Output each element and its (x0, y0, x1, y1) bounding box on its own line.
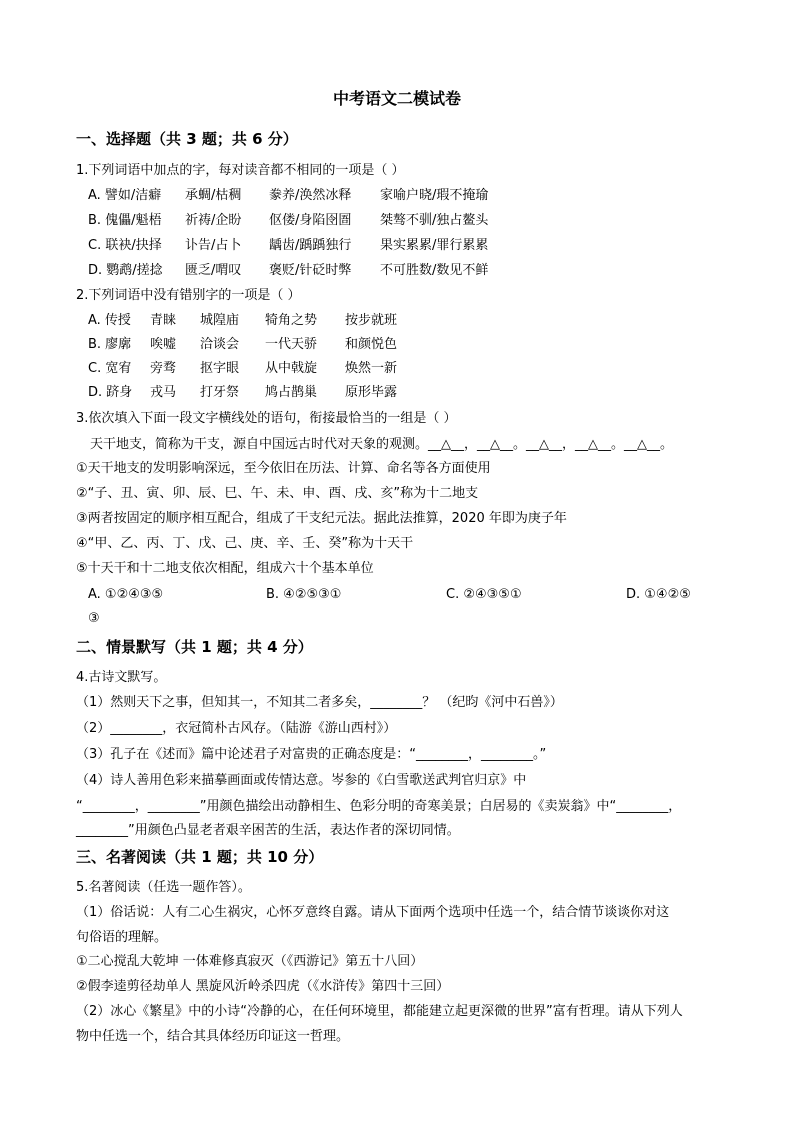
q2-d-5: 原形毕露 (345, 385, 398, 400)
q1-option-a (88, 187, 488, 205)
page-title: 中考语文二模试卷 (332, 89, 461, 108)
q2-a-5: 按步就班 (345, 313, 398, 328)
q2-b-2: 唉嘘 (150, 337, 177, 352)
q5-line-5: （2）冰心《繁星》中的小诗“冷静的心，在任何环境里，都能建立起更深微的世界”富有哲理。请从下列人 (76, 1004, 683, 1019)
q2-d-2: 戎马 (150, 385, 177, 400)
q1-b-2: 祈祷/企盼 (185, 213, 242, 228)
q1-c-1: C. 联袂/抉择 (88, 238, 162, 253)
q3-option-d: D. ①④②⑤ (626, 587, 691, 602)
q2-b-3: 洽谈会 (200, 337, 240, 352)
q1-option-b (88, 212, 488, 230)
q1-stem: 1.下列词语中加点的字，每对读音都不相同的一项是（ ） (76, 163, 405, 178)
q1-b-3: 伛偻/身陷囹圄 (269, 213, 352, 228)
q4-line-2: （2）________，衣冠简朴古风存。（陆游《游山西村》） (76, 721, 397, 736)
q2-stem: 2.下列词语中没有错别字的一项是（ ） (76, 288, 301, 303)
q3-option-d-wrap: ③ (88, 611, 100, 626)
q3-stem: 3.依次填入下面一段文字横线处的语句，衔接最恰当的一组是（ ） (76, 411, 457, 426)
q2-d-4: 鸠占鹊巢 (265, 385, 318, 400)
q2-option-b (88, 336, 397, 354)
q2-option-d (88, 384, 397, 402)
q4-stem: 4.古诗文默写。 (76, 670, 167, 685)
q1-d-3: 褒贬/针砭时弊 (269, 263, 352, 278)
q1-a-2: 承蜩/枯稠 (185, 188, 242, 203)
q2-a-4: 犄角之势 (265, 313, 318, 328)
q2-d-3: 打牙祭 (200, 385, 240, 400)
q2-c-1: C. 宽宥 (88, 361, 132, 376)
q2-a-2: 青睐 (150, 313, 177, 328)
q1-b-4: 桀骜不驯/独占鳌头 (380, 213, 489, 228)
q2-option-a (88, 312, 397, 330)
q2-d-1: D. 跻身 (88, 385, 133, 400)
q1-a-1: A. 譬如/洁癖 (88, 188, 162, 203)
q2-a-3: 城隍庙 (200, 313, 240, 328)
q4-line-6: ________”用颜色凸显老者艰辛困苦的生活，表达作者的深切同情。 (76, 823, 460, 838)
q1-option-c (88, 237, 488, 255)
q1-c-3: 龋齿/踽踽独行 (269, 238, 352, 253)
q2-c-3: 抠字眼 (200, 361, 240, 376)
q3-item-1: ①天干地支的发明影响深远，至今依旧在历法、计算、命名等各方面使用 (76, 461, 491, 476)
q3-option-b: B. ④②⑤③① (266, 587, 342, 602)
q2-c-2: 旁骛 (150, 361, 177, 376)
section-heading-recitation: 二、情景默写（共 1 题；共 4 分） (76, 638, 313, 656)
q5-line-1: （1）俗话说：人有二心生祸灾，心怀歹意终自露。请从下面两个选项中任选一个，结合情节谈谈你对这 (76, 905, 670, 920)
q1-d-4: 不可胜数/数见不鲜 (380, 263, 489, 278)
q2-option-c (88, 360, 397, 378)
q4-line-5: “________，________”用颜色描绘出动静相生、色彩分明的奇寒美景；白居易的《卖炭翁》中“________， (76, 799, 682, 814)
q1-d-2: 匮乏/喟叹 (185, 263, 242, 278)
q1-option-d (88, 262, 488, 280)
q1-c-4: 果实累累/罪行累累 (380, 238, 489, 253)
q2-b-4: 一代天骄 (265, 337, 318, 352)
q5-line-6: 物中任选一个，结合其具体经历印证这一哲理。 (76, 1029, 350, 1044)
q2-c-5: 焕然一新 (345, 361, 398, 376)
q1-d-1: D. 鹦鹉/搓捻 (88, 263, 163, 278)
q4-line-4: （4）诗人善用色彩来描摹画面或传情达意。岑参的《白雪歌送武判官归京》中 (76, 773, 527, 788)
q5-stem: 5.名著阅读（任选一题作答）。 (76, 880, 251, 895)
q2-b-1: B. 廖廓 (88, 337, 132, 352)
q4-line-1: （1）然则天下之事，但知其一，不知其二者多矣，________？ （纪昀《河中石兽》） (76, 695, 563, 710)
q1-c-2: 讣告/占卜 (185, 238, 242, 253)
q3-item-2: ②“子、丑、寅、卯、辰、巳、午、未、申、酉、戌、亥”称为十二地支 (76, 486, 479, 501)
q3-item-3: ③两者按固定的顺序相互配合，组成了干支纪元法。据此法推算，2020 年即为庚子年 (76, 511, 567, 526)
q5-line-3: ①二心搅乱大乾坤 一体难修真寂灭（《西游记》第五十八回） (76, 954, 424, 969)
q2-a-1: A. 传授 (88, 313, 131, 328)
q1-b-1: B. 傀儡/魁梧 (88, 213, 162, 228)
q1-a-3: 豢养/涣然冰释 (269, 188, 352, 203)
section-heading-reading: 三、名著阅读（共 1 题；共 10 分） (76, 848, 324, 866)
q5-line-2: 句俗语的理解。 (76, 930, 168, 945)
q3-option-c: C. ②④③⑤① (446, 587, 522, 602)
q3-item-4: ④“甲、乙、丙、丁、戊、己、庚、辛、壬、癸”称为十天干 (76, 536, 414, 551)
q2-b-5: 和颜悦色 (345, 337, 398, 352)
q3-option-a: A. ①②④③⑤ (88, 587, 164, 602)
q5-line-4: ②假李逵剪径劫单人 黑旋风沂岭杀四虎（《水浒传》第四十三回） (76, 979, 450, 994)
q3-item-5: ⑤十天干和十二地支依次相配，组成六十个基本单位 (76, 561, 374, 576)
q4-line-3: （3）孔子在《述而》篇中论述君子对富贵的正确态度是：“________，________。” (76, 747, 547, 762)
q1-a-4: 家喻户晓/瑕不掩瑜 (380, 188, 489, 203)
q3-passage: 天干地支，简称为干支，源自中国远古时代对天象的观测。__△__，__△__。__△__，__△__。__△__。 (90, 437, 673, 452)
section-heading-choice: 一、选择题（共 3 题；共 6 分） (76, 130, 298, 148)
q2-c-4: 从中戟旋 (265, 361, 318, 376)
